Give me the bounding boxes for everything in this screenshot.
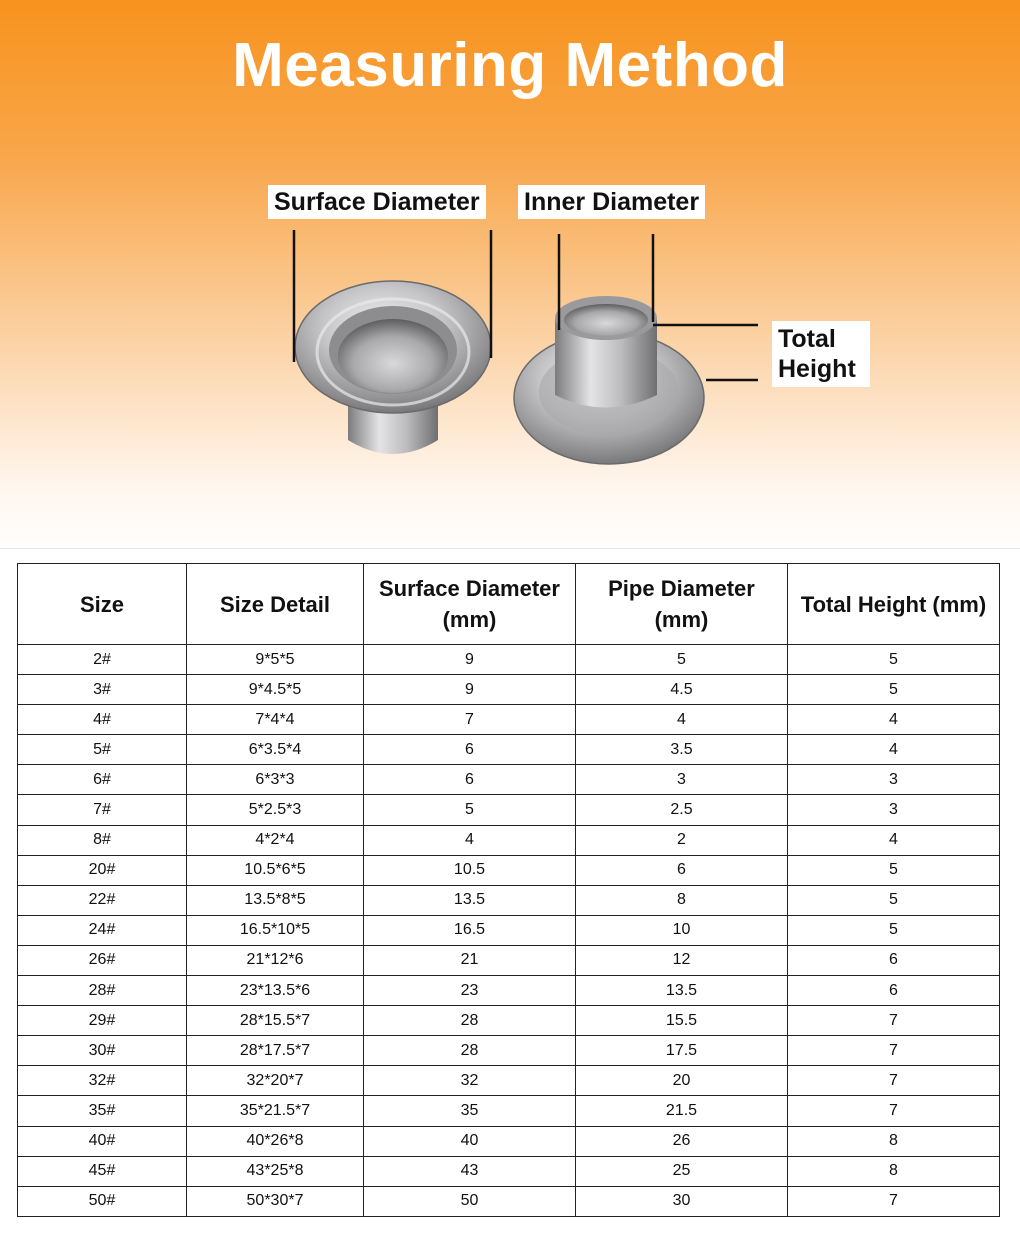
table-cell: 5 bbox=[788, 915, 1000, 945]
table-cell: 8 bbox=[788, 1126, 1000, 1156]
table-cell: 50*30*7 bbox=[187, 1186, 364, 1216]
column-header: Total Height (mm) bbox=[788, 564, 1000, 645]
eyelet-front-view bbox=[295, 281, 491, 454]
table-cell: 7*4*4 bbox=[187, 705, 364, 735]
table-cell: 28 bbox=[364, 1036, 576, 1066]
table-cell: 26 bbox=[576, 1126, 788, 1156]
table-row bbox=[18, 765, 1000, 795]
table-cell: 9*5*5 bbox=[187, 645, 364, 675]
table-cell: 35 bbox=[364, 1096, 576, 1126]
table-cell: 6*3.5*4 bbox=[187, 735, 364, 765]
table-cell: 3 bbox=[788, 765, 1000, 795]
table-cell: 13.5 bbox=[576, 976, 788, 1006]
table-cell: 5*2.5*3 bbox=[187, 795, 364, 825]
table-cell: 4*2*4 bbox=[187, 825, 364, 855]
table-row bbox=[18, 945, 1000, 975]
table-cell: 4# bbox=[18, 705, 187, 735]
table-cell: 16.5*10*5 bbox=[187, 915, 364, 945]
table-cell: 10.5*6*5 bbox=[187, 855, 364, 885]
table-cell: 8 bbox=[576, 885, 788, 915]
table-cell: 3 bbox=[788, 795, 1000, 825]
table-cell: 4 bbox=[364, 825, 576, 855]
table-cell: 7 bbox=[788, 1186, 1000, 1216]
table-cell: 5# bbox=[18, 735, 187, 765]
table-cell: 45# bbox=[18, 1156, 187, 1186]
table-header-row bbox=[18, 564, 1000, 645]
table-cell: 6*3*3 bbox=[187, 765, 364, 795]
table-cell: 7 bbox=[788, 1096, 1000, 1126]
table-cell: 2.5 bbox=[576, 795, 788, 825]
table-row bbox=[18, 675, 1000, 705]
table-row bbox=[18, 885, 1000, 915]
table-cell: 3 bbox=[576, 765, 788, 795]
table-row bbox=[18, 1006, 1000, 1036]
table-cell: 6 bbox=[364, 765, 576, 795]
table-cell: 8# bbox=[18, 825, 187, 855]
table-cell: 40# bbox=[18, 1126, 187, 1156]
table-cell: 35*21.5*7 bbox=[187, 1096, 364, 1126]
table-cell: 3.5 bbox=[576, 735, 788, 765]
table-cell: 13.5 bbox=[364, 885, 576, 915]
table-cell: 40*26*8 bbox=[187, 1126, 364, 1156]
table-cell: 40 bbox=[364, 1126, 576, 1156]
table-cell: 50 bbox=[364, 1186, 576, 1216]
table-cell: 6# bbox=[18, 765, 187, 795]
table-cell: 9 bbox=[364, 675, 576, 705]
table-row bbox=[18, 705, 1000, 735]
table-cell: 28*17.5*7 bbox=[187, 1036, 364, 1066]
table-cell: 43 bbox=[364, 1156, 576, 1186]
table-row bbox=[18, 1186, 1000, 1216]
table-cell: 5 bbox=[576, 645, 788, 675]
surface-diameter-label: Surface Diameter bbox=[268, 185, 486, 219]
table-cell: 26# bbox=[18, 945, 187, 975]
eyelet-illustration bbox=[0, 0, 1020, 552]
table-row bbox=[18, 855, 1000, 885]
table-cell: 5 bbox=[788, 645, 1000, 675]
table-row bbox=[18, 976, 1000, 1006]
table-cell: 16.5 bbox=[364, 915, 576, 945]
table-cell: 2# bbox=[18, 645, 187, 675]
table-cell: 32# bbox=[18, 1066, 187, 1096]
table-row bbox=[18, 1036, 1000, 1066]
table-row bbox=[18, 1066, 1000, 1096]
table-row bbox=[18, 915, 1000, 945]
table-cell: 6 bbox=[788, 976, 1000, 1006]
table-cell: 7 bbox=[788, 1006, 1000, 1036]
table-cell: 25 bbox=[576, 1156, 788, 1186]
table-cell: 17.5 bbox=[576, 1036, 788, 1066]
table-row bbox=[18, 825, 1000, 855]
table-row bbox=[18, 1156, 1000, 1186]
table-cell: 22# bbox=[18, 885, 187, 915]
table-cell: 4 bbox=[788, 825, 1000, 855]
table-cell: 13.5*8*5 bbox=[187, 885, 364, 915]
table-cell: 23*13.5*6 bbox=[187, 976, 364, 1006]
table-cell: 21*12*6 bbox=[187, 945, 364, 975]
table-cell: 5 bbox=[788, 855, 1000, 885]
column-header: Surface Diameter (mm) bbox=[364, 564, 576, 645]
table-cell: 8 bbox=[788, 1156, 1000, 1186]
page-title: Measuring Method bbox=[232, 31, 788, 100]
table-cell: 12 bbox=[576, 945, 788, 975]
table-row bbox=[18, 645, 1000, 675]
table-cell: 4 bbox=[788, 705, 1000, 735]
table-cell: 24# bbox=[18, 915, 187, 945]
table-row bbox=[18, 795, 1000, 825]
table-cell: 4 bbox=[788, 735, 1000, 765]
table-cell: 4.5 bbox=[576, 675, 788, 705]
table-cell: 7 bbox=[788, 1066, 1000, 1096]
table-cell: 10.5 bbox=[364, 855, 576, 885]
table-cell: 5 bbox=[788, 885, 1000, 915]
table-cell: 2 bbox=[576, 825, 788, 855]
table-cell: 21.5 bbox=[576, 1096, 788, 1126]
table-row bbox=[18, 735, 1000, 765]
table-cell: 3# bbox=[18, 675, 187, 705]
table-row bbox=[18, 1126, 1000, 1156]
table-cell: 20 bbox=[576, 1066, 788, 1096]
table-cell: 20# bbox=[18, 855, 187, 885]
table-cell: 5 bbox=[788, 675, 1000, 705]
table-cell: 32*20*7 bbox=[187, 1066, 364, 1096]
column-header: Pipe Diameter (mm) bbox=[576, 564, 788, 645]
table-cell: 35# bbox=[18, 1096, 187, 1126]
table-cell: 5 bbox=[364, 795, 576, 825]
table-cell: 10 bbox=[576, 915, 788, 945]
table-cell: 7 bbox=[364, 705, 576, 735]
table-cell: 23 bbox=[364, 976, 576, 1006]
table-cell: 43*25*8 bbox=[187, 1156, 364, 1186]
table-cell: 7 bbox=[788, 1036, 1000, 1066]
eyelet-side-view bbox=[514, 296, 704, 464]
table-cell: 28*15.5*7 bbox=[187, 1006, 364, 1036]
table-cell: 29# bbox=[18, 1006, 187, 1036]
table-cell: 30 bbox=[576, 1186, 788, 1216]
table-cell: 6 bbox=[364, 735, 576, 765]
table-cell: 32 bbox=[364, 1066, 576, 1096]
table-cell: 30# bbox=[18, 1036, 187, 1066]
size-table bbox=[17, 563, 1000, 1217]
table-cell: 9*4.5*5 bbox=[187, 675, 364, 705]
table-cell: 9 bbox=[364, 645, 576, 675]
table-cell: 6 bbox=[576, 855, 788, 885]
table-cell: 50# bbox=[18, 1186, 187, 1216]
table-body bbox=[18, 645, 1000, 1217]
table-cell: 15.5 bbox=[576, 1006, 788, 1036]
table-cell: 28# bbox=[18, 976, 187, 1006]
total-height-label: Total Height bbox=[772, 321, 870, 387]
table-cell: 7# bbox=[18, 795, 187, 825]
table-cell: 4 bbox=[576, 705, 788, 735]
table-row bbox=[18, 1096, 1000, 1126]
table-cell: 21 bbox=[364, 945, 576, 975]
size-table-container bbox=[17, 563, 999, 1229]
column-header: Size bbox=[18, 564, 187, 645]
inner-diameter-label: Inner Diameter bbox=[518, 185, 705, 219]
column-header: Size Detail bbox=[187, 564, 364, 645]
table-cell: 6 bbox=[788, 945, 1000, 975]
table-cell: 28 bbox=[364, 1006, 576, 1036]
